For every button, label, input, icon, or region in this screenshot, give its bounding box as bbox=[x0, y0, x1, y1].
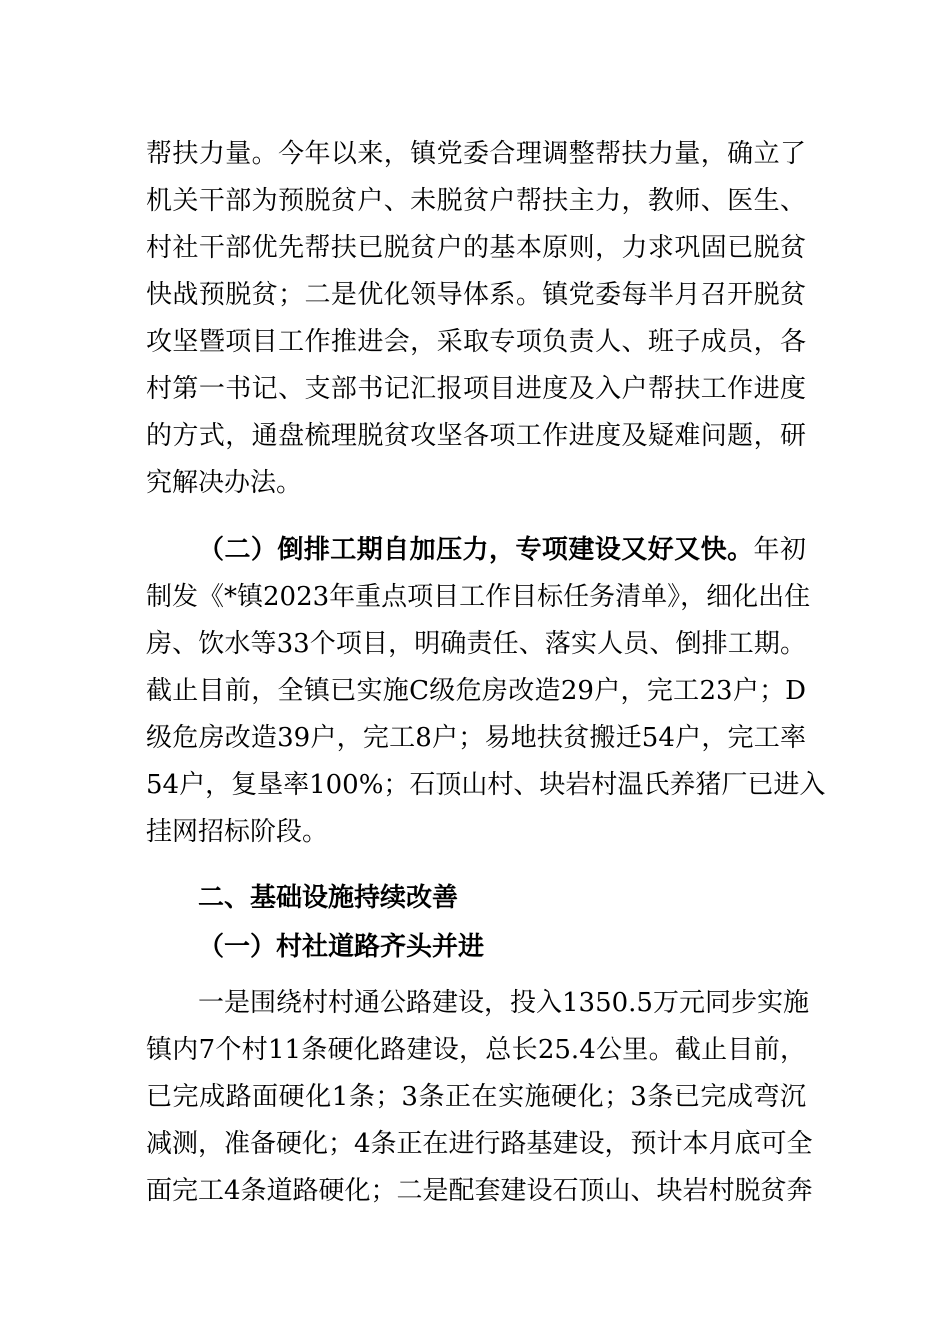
paragraph-line: 村第一书记、支部书记汇报项目进度及入户帮扶工作进度 bbox=[146, 374, 806, 404]
paragraph-line: 房、饮水等33个项目，明确责任、落实人员、倒排工期。 bbox=[146, 629, 806, 659]
paragraph-line: 镇内7个村11条硬化路建设，总长25.4公里。截止目前， bbox=[146, 1035, 806, 1065]
paragraph-line: 面完工4条道路硬化；二是配套建设石顶山、块岩村脱贫奔 bbox=[146, 1176, 813, 1206]
paragraph-line: 帮扶力量。今年以来，镇党委合理调整帮扶力量，确立了 bbox=[146, 139, 806, 169]
paragraph-line: 级危房改造39户，完工8户；易地扶贫搬迁54户，完工率 bbox=[146, 723, 806, 753]
section-heading: （二）倒排工期自加压力，专项建设又好又快。 bbox=[198, 535, 754, 565]
paragraph-line: 截止目前，全镇已实施C级危房改造29户，完工23户；D bbox=[146, 676, 806, 706]
paragraph-line: 制发《*镇2023年重点项目工作目标任务清单》，细化出住 bbox=[146, 582, 811, 612]
paragraph-line: 已完成路面硬化1条；3条正在实施硬化；3条已完成弯沉 bbox=[146, 1082, 806, 1112]
paragraph-text: 年初 bbox=[753, 535, 806, 565]
paragraph-line: 54户，复垦率100%；石顶山村、块岩村温氏养猪厂已进入 bbox=[146, 770, 826, 800]
part-heading: 二、基础设施持续改善 bbox=[198, 883, 459, 913]
paragraph-line: 挂网招标阶段。 bbox=[146, 817, 329, 847]
paragraph-line: 究解决办法。 bbox=[146, 468, 303, 498]
section-heading: （一）村社道路齐头并进 bbox=[198, 932, 485, 962]
paragraph-line: 快战预脱贫；二是优化领导体系。镇党委每半月召开脱贫 bbox=[146, 280, 806, 310]
paragraph-line: 村社干部优先帮扶已脱贫户的基本原则，力求巩固已脱贫 bbox=[146, 233, 806, 263]
paragraph-line: 攻坚暨项目工作推进会，采取专项负责人、班子成员，各 bbox=[146, 327, 806, 357]
section-heading-line bbox=[198, 532, 806, 568]
paragraph-line: 机关干部为预脱贫户、未脱贫户帮扶主力，教师、医生、 bbox=[146, 186, 806, 216]
paragraph-line: 减测，准备硬化；4条正在进行路基建设，预计本月底可全 bbox=[146, 1129, 813, 1159]
paragraph-line: 一是围绕村村通公路建设，投入1350.5万元同步实施 bbox=[198, 988, 809, 1018]
paragraph-line: 的方式，通盘梳理脱贫攻坚各项工作进度及疑难问题，研 bbox=[146, 421, 806, 451]
